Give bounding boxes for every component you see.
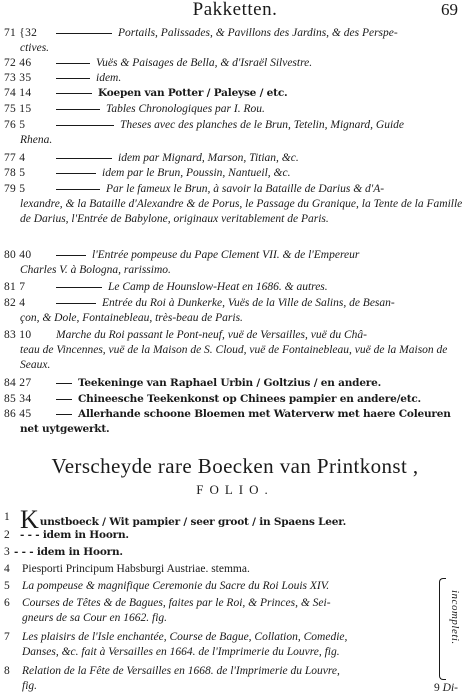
lot-text: Koepen van Potter / Paleyse / etc. xyxy=(98,87,288,99)
lot-text: idem. xyxy=(96,72,122,84)
lot-78 xyxy=(4,166,466,181)
lot-text: Par le fameux le Brun, à savoir la Bataille de Darius & d'A- xyxy=(106,183,385,195)
lot-number: 74 14 xyxy=(4,87,32,99)
lot-80 xyxy=(4,248,466,278)
lot-number: 6 xyxy=(4,597,11,609)
lot-number: 73 35 xyxy=(4,72,32,84)
lot-text: idem par Mignard, Marson, Titian, &c. xyxy=(118,152,299,164)
lot-text: Le Camp de Hounslow-Heat en 1686. & autres. xyxy=(108,281,328,293)
page-header xyxy=(0,0,470,22)
lot-text: Allerhande schoone Bloemen met Waterverw met haere Coleuren xyxy=(78,408,451,420)
catchword: Di- xyxy=(442,682,458,694)
lot-number: 80 40 xyxy=(4,249,32,261)
section-subtitle: FOLIO. xyxy=(196,482,274,497)
lot-text-cont: Danses, &c. fait à Versailles en 1664. de l'Imprimerie du Louvre, fig. xyxy=(22,646,340,658)
lot-74 xyxy=(4,86,466,101)
folio-lot-4 xyxy=(4,562,466,577)
lot-number: 5 xyxy=(4,580,11,592)
lot-text: Entrée du Roi à Dunkerke, Vuës de la Ville de Salins, de Besan- xyxy=(102,297,395,309)
lot-text: Tables Chronologiques par I. Rou. xyxy=(106,103,265,115)
folio-lot-3 xyxy=(4,545,466,560)
lot-number: 4 xyxy=(4,563,11,575)
lot-text: Relation de la Fête de Versailles en 1668. de l'Imprimerie du Louvre, xyxy=(22,665,340,677)
lot-number: 8 xyxy=(4,665,11,677)
lot-number: 82 4 xyxy=(4,297,26,309)
dash-rule xyxy=(56,93,92,94)
lot-number: 81 7 xyxy=(4,281,26,293)
lot-number: 71 {32 xyxy=(4,27,38,39)
lot-text: Portails, Palissades, & Pavillons des Jardins, & des Perspe- xyxy=(118,27,398,39)
catch-number: 9 xyxy=(434,682,440,694)
lot-71 xyxy=(4,26,466,56)
folio-lot-6 xyxy=(4,596,436,626)
lot-84 xyxy=(4,376,466,391)
lot-text-cont: ctives. xyxy=(20,42,50,54)
dash-rule xyxy=(56,287,102,288)
lot-81 xyxy=(4,280,466,295)
lot-text: Piesporti Principum Habsburgi Austriae. stemma. xyxy=(22,563,250,575)
lot-text: - - - idem in Hoorn. xyxy=(20,529,129,541)
dash-rule xyxy=(56,173,96,174)
lot-text: idem par le Brun, Poussin, Nantueil, &c. xyxy=(102,167,291,179)
lot-text: Theses avec des planches de le Brun, Tetelin, Mignard, Guide xyxy=(120,119,405,131)
lot-83 xyxy=(4,328,466,373)
lot-82 xyxy=(4,296,466,326)
folio-lot-1 xyxy=(4,505,466,534)
page-number: 69 xyxy=(441,0,458,19)
folio-lot-8 xyxy=(4,664,436,694)
folio-lot-2 xyxy=(4,528,466,543)
dash-rule xyxy=(56,63,90,64)
lot-85 xyxy=(4,392,466,407)
lot-number: 76 5 xyxy=(4,119,26,131)
lot-72 xyxy=(4,56,466,71)
lot-number: 84 27 xyxy=(4,377,32,389)
catchword-line xyxy=(434,682,458,694)
lot-number: 1 xyxy=(4,511,11,523)
page-title: Pakketten. xyxy=(192,0,278,20)
lot-number: 85 34 xyxy=(4,393,32,405)
dash-rule xyxy=(56,383,72,384)
lot-text: unstboeck / Wit pampier / seer groot / in Spaens Leer. xyxy=(39,516,347,528)
drop-capital: K xyxy=(20,505,39,534)
lot-text: La pompeuse & magnifique Ceremonie du Sacre du Roi Louis XIV. xyxy=(22,580,330,592)
lot-number: 83 10 xyxy=(4,329,32,341)
lot-text-cont: Rhena. xyxy=(20,134,53,146)
lot-73 xyxy=(4,71,466,86)
lot-number: 2 xyxy=(4,529,11,541)
lot-text: Teekeninge van Raphael Urbin / Goltzius / en andere. xyxy=(78,377,382,389)
lot-number: 7 xyxy=(4,631,11,643)
dash-rule xyxy=(56,399,72,400)
lot-number: 78 5 xyxy=(4,167,26,179)
dash-rule xyxy=(56,33,112,34)
lot-text: l'Entrée pompeuse du Pape Clement VII. & de l'Empereur xyxy=(92,249,360,261)
lot-text-cont: Charles V. à Bologna, rarissimo. xyxy=(20,264,171,276)
lot-text-cont: gneurs de sa Cour en 1662. fig. xyxy=(22,612,168,624)
dash-rule xyxy=(56,255,86,256)
lot-text: Chineesche Teekenkonst op Chinees pampier en andere/etc. xyxy=(78,393,421,405)
dash-rule xyxy=(56,303,96,304)
lot-number: 79 5 xyxy=(4,183,26,195)
lot-text-cont: net uytgewerkt. xyxy=(20,423,110,435)
folio-lot-7 xyxy=(4,630,436,660)
lot-text-cont: çon, & Dole, Fontainebleau, très-beau de Paris. xyxy=(20,312,243,324)
dash-rule xyxy=(56,158,112,159)
lot-86 xyxy=(4,407,466,437)
lot-text: Courses de Têtes & de Bagues, faites par le Roi, & Princes, & Sei- xyxy=(22,597,331,609)
lot-76 xyxy=(4,118,466,148)
lot-number: 3 xyxy=(4,546,11,558)
side-note: incompleti. xyxy=(449,590,461,645)
lot-number: 72 46 xyxy=(4,57,32,69)
lot-text-cont: fig. xyxy=(22,680,38,692)
lot-text: Les plaisirs de l'Isle enchantée, Course de Bague, Collation, Comedie, xyxy=(22,631,348,643)
dash-rule xyxy=(56,109,100,110)
folio-lot-5 xyxy=(4,579,440,594)
lot-text-cont: teau de Vincennes, vuë de la Maison de S. Cloud, vuë de Fontainebleau, vuë de la Maison de Seaux. xyxy=(20,344,448,371)
lot-text: - - - idem in Hoorn. xyxy=(14,546,123,558)
dash-rule xyxy=(56,414,72,415)
lot-number: 86 45 xyxy=(4,408,32,420)
lot-79 xyxy=(4,182,466,227)
lot-number: 75 15 xyxy=(4,103,32,115)
margin-bracket xyxy=(439,578,446,680)
section-title: Verscheyde rare Boecken van Printkonst , xyxy=(51,454,419,478)
dash-rule xyxy=(56,78,90,79)
lot-text-cont: lexandre, & la Bataille d'Alexandre & de Porus, le Passage du Granique, la Tente de la Famille de Darius, l'Entrée de Babylone, originaux veritablement de Paris. xyxy=(20,198,463,225)
lot-75 xyxy=(4,102,466,117)
lot-77 xyxy=(4,151,466,166)
lot-number: 77 4 xyxy=(4,152,26,164)
dash-rule xyxy=(56,125,114,126)
dash-rule xyxy=(56,189,100,190)
lot-text: Vuës & Paisages de Bella, & d'Israël Silvestre. xyxy=(96,57,313,69)
lot-text: Marche du Roi passant le Pont-neuf, vuë de Versailles, vuë du Châ- xyxy=(56,329,367,341)
